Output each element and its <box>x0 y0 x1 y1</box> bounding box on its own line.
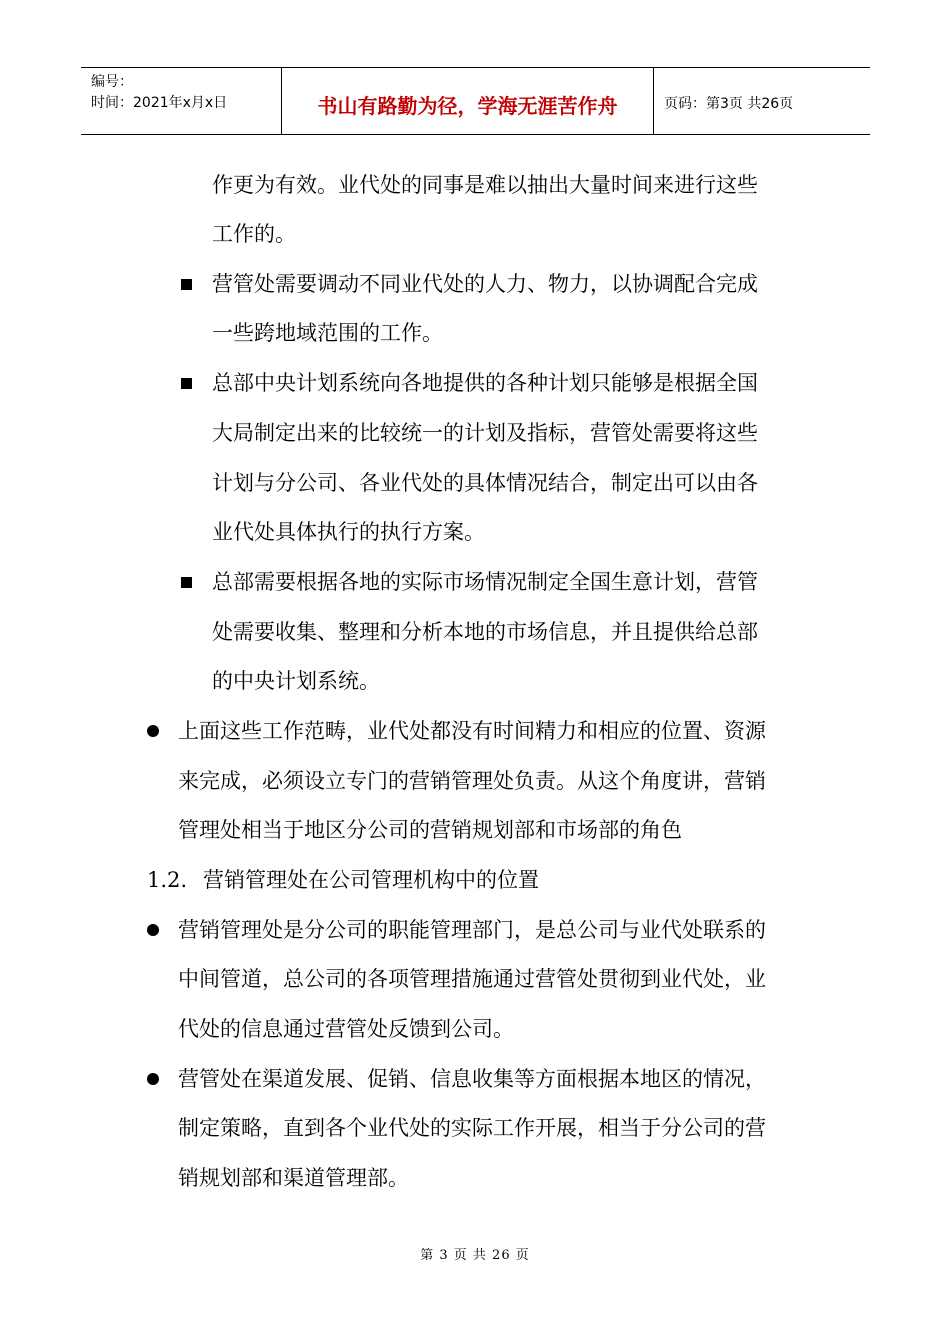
header-page-label: 页码：第3页 共26页 <box>664 96 794 112</box>
bullet-line: 的中央计划系统。 <box>212 669 380 693</box>
section-number: 1.2. <box>147 868 188 892</box>
round-bullet-icon <box>147 924 159 936</box>
header-meta <box>81 68 282 134</box>
bullet-line: 上面这些工作范畴，业代处都没有时间精力和相应的位置、资源 <box>178 719 766 743</box>
section-title: 营销管理处在公司管理机构中的位置 <box>203 868 539 892</box>
square-bullet-icon <box>181 378 192 389</box>
paragraph-line: 作更为有效。业代处的同事是难以抽出大量时间来进行这些 <box>212 173 758 197</box>
round-bullet-icon <box>147 725 159 737</box>
bullet-line: 来完成，必须设立专门的营销管理处负责。从这个角度讲，营销 <box>178 769 766 793</box>
bullet-line: 一些跨地域范围的工作。 <box>212 321 443 345</box>
bullet-line: 总部需要根据各地的实际市场情况制定全国生意计划，营管 <box>212 570 758 594</box>
header-motto: 书山有路勤为径，学海无涯苦作舟 <box>282 68 654 134</box>
document-number-label: 编号： <box>91 74 133 90</box>
page-footer: 第 3 页 共 26 页 <box>420 1248 530 1263</box>
bullet-line: 营管处需要调动不同业代处的人力、物力，以协调配合完成 <box>212 272 758 296</box>
bullet-line: 管理处相当于地区分公司的营销规划部和市场部的角色 <box>178 818 682 842</box>
bullet-line: 制定策略，直到各个业代处的实际工作开展，相当于分公司的营 <box>178 1116 766 1140</box>
round-bullet-icon <box>147 1073 159 1085</box>
bullet-line: 业代处具体执行的执行方案。 <box>212 520 485 544</box>
document-date-label: 时间：2021年x月x日 <box>91 95 228 111</box>
bullet-line: 营销管理处是分公司的职能管理部门，是总公司与业代处联系的 <box>178 918 766 942</box>
square-bullet-icon <box>181 577 192 588</box>
bullet-line: 代处的信息通过营管处反馈到公司。 <box>178 1017 514 1041</box>
bullet-line: 大局制定出来的比较统一的计划及指标，营管处需要将这些 <box>212 421 758 445</box>
bullet-line: 总部中央计划系统向各地提供的各种计划只能够是根据全国 <box>212 371 758 395</box>
bullet-line: 营管处在渠道发展、促销、信息收集等方面根据本地区的情况， <box>178 1067 766 1091</box>
bullet-line: 计划与分公司、各业代处的具体情况结合，制定出可以由各 <box>212 471 758 495</box>
paragraph-line: 工作的。 <box>212 222 296 246</box>
bullet-line: 销规划部和渠道管理部。 <box>178 1166 409 1190</box>
square-bullet-icon <box>181 279 192 290</box>
page-header <box>81 67 870 135</box>
bullet-line: 中间管道，总公司的各项管理措施通过营管处贯彻到业代处，业 <box>178 967 766 991</box>
bullet-line: 处需要收集、整理和分析本地的市场信息，并且提供给总部 <box>212 620 758 644</box>
